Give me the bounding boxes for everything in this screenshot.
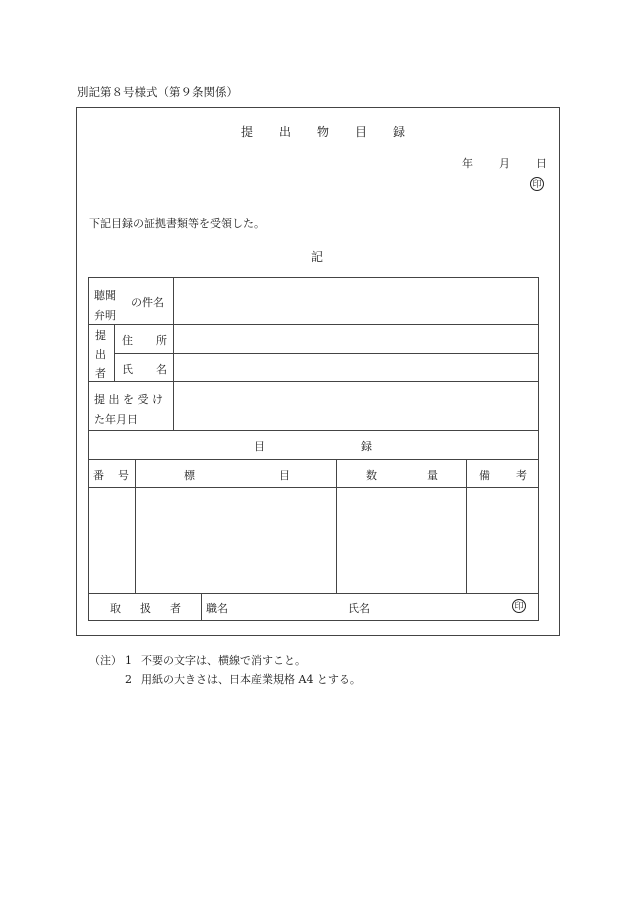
col-item-char: 標: [184, 469, 195, 482]
address-label-cell: [115, 325, 174, 354]
address-label-char: 所: [156, 334, 167, 347]
handler-seal-icon: 印: [512, 599, 526, 613]
hearing-label-suffix: の件名: [131, 296, 164, 309]
col-header-quantity: [337, 460, 467, 488]
submitter-name-field[interactable]: [174, 354, 539, 382]
handler-name-label: 氏名: [348, 602, 371, 615]
form-title: [241, 123, 405, 140]
notes-prefix: （注）: [89, 654, 122, 667]
name-label-char: 名: [156, 363, 167, 376]
hearing-label-top: 聴聞: [94, 289, 116, 302]
note-text: 不要の文字は、横線で消すこと。: [141, 654, 306, 667]
submitter-char: 者: [95, 367, 106, 380]
name-label-char: 氏: [122, 363, 133, 376]
submitter-char: 提: [95, 329, 106, 342]
statement-text: 下記目録の証拠書類等を受領した。: [89, 217, 265, 230]
inventory-header-char: 録: [361, 440, 372, 453]
inventory-form-table: [88, 277, 539, 621]
title-char: 提: [241, 125, 254, 139]
col-header-number: [89, 460, 136, 488]
received-date-label-2: た年月日: [94, 413, 138, 426]
title-char: 録: [393, 125, 406, 139]
remarks-entry-area[interactable]: [467, 488, 539, 594]
inventory-header-cell: [89, 431, 539, 460]
col-remarks-char: 備: [479, 469, 491, 482]
form-caption: 別記第８号様式（第９条関係）: [77, 85, 238, 99]
inventory-header-char: 目: [254, 440, 265, 453]
address-field[interactable]: [174, 325, 539, 354]
item-entry-area[interactable]: [136, 488, 337, 594]
received-date-field[interactable]: [174, 382, 539, 431]
col-header-remarks: [467, 460, 539, 488]
hearing-label-bottom: 弁明: [94, 309, 116, 322]
name-label-cell: [115, 354, 174, 382]
date-month: 月: [499, 157, 510, 170]
received-date-label-cell: [89, 382, 174, 431]
notes-section: [89, 651, 361, 689]
title-char: 出: [279, 125, 292, 139]
case-name-field[interactable]: [174, 278, 539, 325]
col-header-item: [136, 460, 337, 488]
col-quantity-char: 数: [366, 469, 378, 482]
note-line-1: [89, 651, 361, 670]
note-number: 2: [125, 673, 132, 686]
title-char: 目: [355, 125, 368, 139]
date-line: [462, 155, 547, 171]
handler-label-cell: [89, 594, 202, 621]
note-number: 1: [125, 654, 132, 667]
ki-heading: 記: [311, 250, 324, 264]
col-quantity-char: 量: [427, 469, 439, 482]
number-entry-area[interactable]: [89, 488, 136, 594]
received-date-label-1: 提 出 を 受 け: [94, 393, 163, 406]
note-text: 用紙の大きさは、日本産業規格 A4 とする。: [141, 673, 361, 686]
address-label-char: 住: [122, 334, 133, 347]
handler-char: 扱: [140, 602, 151, 615]
handler-char: 者: [170, 602, 181, 615]
position-label: 職名: [206, 602, 229, 615]
col-number-char: 番: [93, 469, 104, 482]
quantity-entry-area[interactable]: [337, 488, 467, 594]
col-item-char: 目: [279, 469, 290, 482]
handler-char: 取: [110, 602, 121, 615]
submitter-label-cell: [89, 325, 115, 382]
hearing-label-cell: [89, 278, 174, 325]
col-number-char: 号: [118, 469, 129, 482]
title-char: 物: [317, 125, 330, 139]
submitter-char: 出: [95, 348, 106, 361]
date-year: 年: [462, 157, 473, 170]
handler-field[interactable]: [202, 594, 539, 621]
date-day: 日: [536, 157, 547, 170]
seal-stamp-icon: 印: [530, 177, 544, 191]
note-line-2: [89, 670, 361, 689]
col-remarks-char: 考: [516, 469, 528, 482]
